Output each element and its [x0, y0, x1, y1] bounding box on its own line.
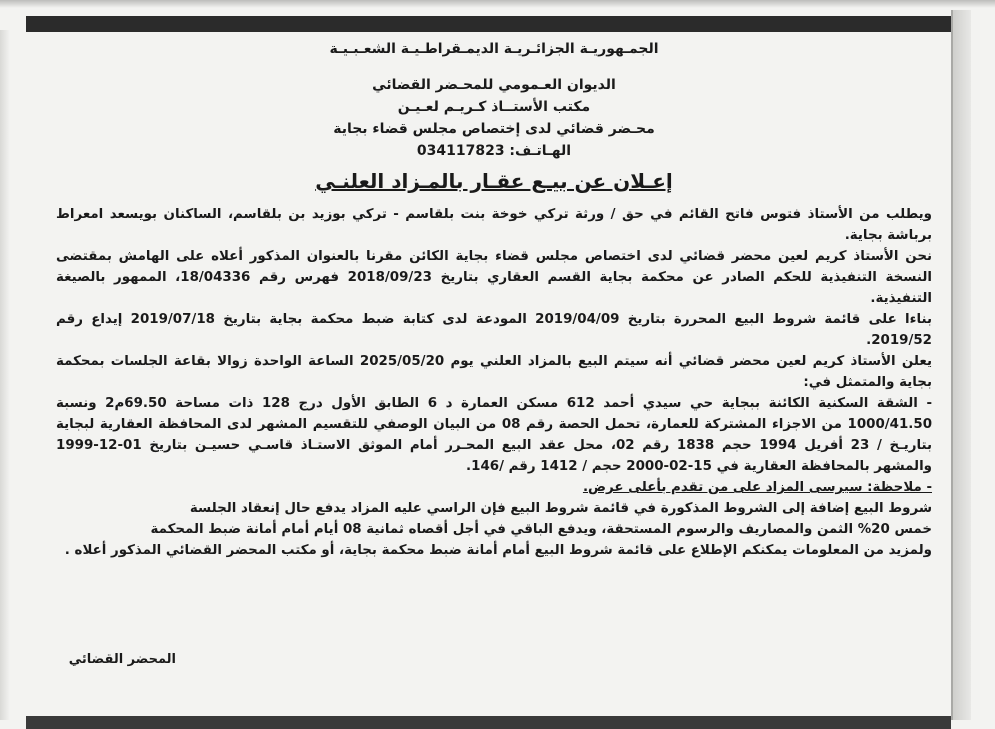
scan-left-edge — [0, 30, 10, 720]
paragraph-sale-date: يعلن الأستاذ كريم لعين محضر قضائي أنه سيتم البيع بالمزاد العلني يوم 2025/05/20 الساعة الواحدة زوالا بقاعة الجلسات بمحكمة بجاية والمتمثل في: — [56, 354, 932, 390]
signature: المحضر القضائي — [68, 652, 176, 667]
scan-bottom-border — [26, 716, 951, 729]
scan-top-shadow — [0, 0, 995, 8]
paragraph-conditions-list: بناءا على قائمة شروط البيع المحررة بتاريخ 2019/04/09 المودعة لدى كتابة ضبط محكمة بجاية بتاريخ 2019/07/18 إيداع رقم 2019/52. — [56, 312, 932, 348]
republic-heading: الجمـهوريـة الجزائـريـة الديمـقراطـيـة الشعـبـيـة — [329, 41, 659, 57]
paragraph-bailiff: نحن الأستاذ كريم لعين محضر قضائي لدى اختصاص مجلس قضاء بجاية الكائن مقرنا بالعنوان المذكور أعلاه على الهامش بمقتضى النسخة التنفيذية للحكم الصادر عن محكمة بجاية القسم العقاري بتاريخ 2018/09/23 فهرس رقم 18/04336، الممهور بالصيغة التنفيذية. — [56, 249, 932, 306]
announcement-title: إعـلان عن بيـع عقـار بالمـزاد العلنـي — [315, 169, 673, 193]
jurisdiction-line: محـضر قضائي لدى إختصاص مجلس قضاء بجاية — [333, 121, 655, 137]
paragraph-requester: ويطلب من الأستاذ فتوس فاتح القائم في حق / ورثة تركي خوخة بنت بلقاسم - تركي بوزيد بن بلقاسم، الساكنان بويسعد امعراط برباشة بجاية. — [56, 207, 932, 243]
announcement-document — [56, 36, 932, 561]
office-name: الديوان العـمومي للمحـضر القضائي — [372, 77, 616, 93]
paragraph-property: - الشقة السكنية الكائنة ببجاية حي سيدي أحمد 612 مسكن العمارة د 6 الطابق الأول درج 128 ذات مساحة 69.50م2 ونسبة 1000/41.50 من الاجزاء المشتركة للعمارة، تحمل الحصة رقم 08 من البيان الوصفي للتقسيم المشهر لدى المحافظة العقارية لبجاية بتاريـخ / 23 أفريل 1994 حجم 1838 رقم 02، محل عقد البيع المحـرر أمام الموثق الاستـاذ قاسـي حسيـن بتاريخ 01-12-1999 والمشهر بالمحافظة العقارية في 15-02-2000 حجم / 1412 رقم /146. — [56, 396, 933, 474]
paragraph-more-info: ولمزيد من المعلومات يمكنكم الإطلاع على قائمة شروط البيع أمام أمانة ضبط محكمة بجاية، أو مكتب المحضر القضائي المذكور أعلاه . — [64, 543, 932, 558]
bureau-name: مكتب الأستــاذ كـريـم لعـيـن — [397, 99, 591, 115]
document-header — [56, 38, 932, 204]
scan-top-border — [26, 16, 951, 32]
note-line: - ملاحظة: سيرسى المزاد على من تقدم بأعلى عرض. — [582, 480, 932, 495]
paragraph-payment: خمس 20% الثمن والمصاريف والرسوم المستحقة، ويدفع الباقي في أجل أقصاه ثمانية 08 أيام أمام أمانة ضبط المحكمة — [150, 522, 932, 537]
scan-right-edge — [951, 10, 971, 720]
paragraph-sale-terms: شروط البيع إضافة إلى الشروط المذكورة في قائمة شروط البيع فإن الراسي عليه المزاد يدفع حال إنعقاد الجلسة — [189, 501, 932, 516]
phone-line: الهـاتـف: 034117823 — [416, 143, 572, 159]
